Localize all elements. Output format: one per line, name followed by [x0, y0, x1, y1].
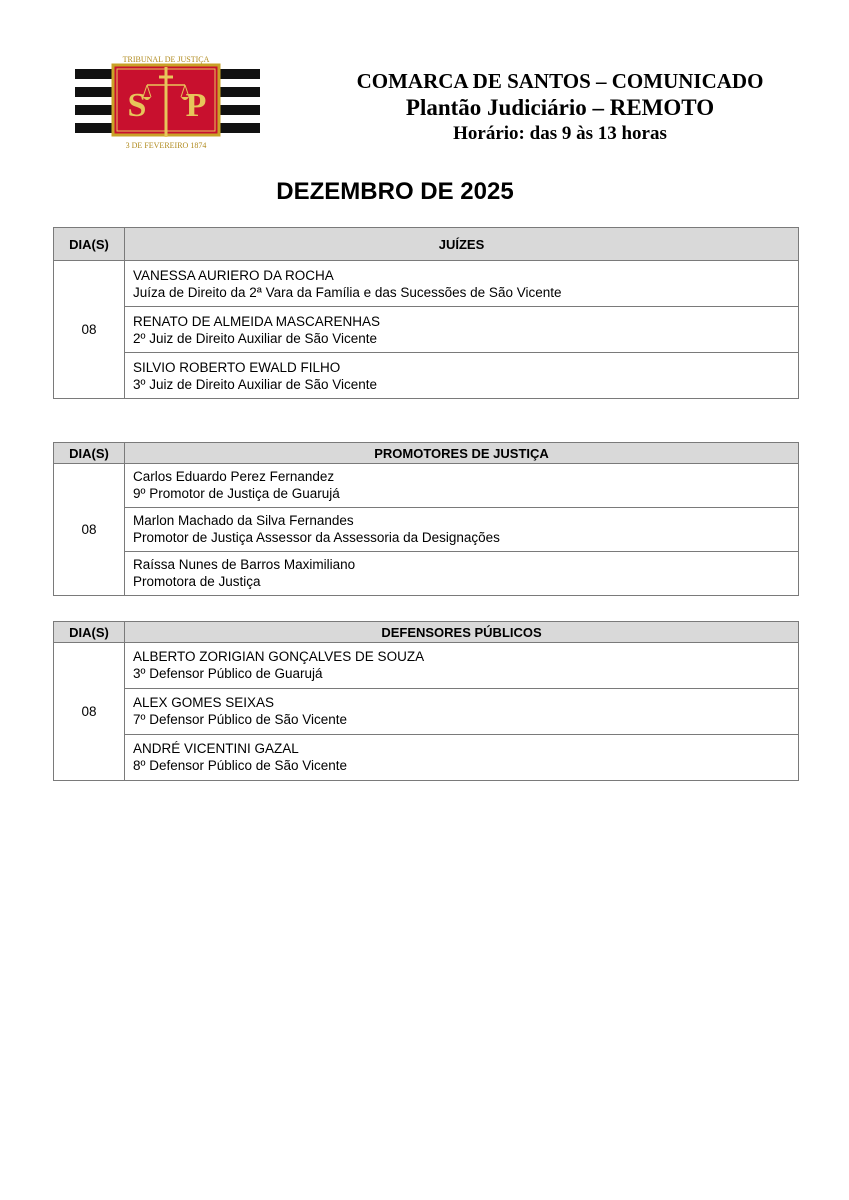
person-cell — [125, 464, 799, 508]
person-cell — [125, 508, 799, 552]
header-horario: Horário: das 9 às 13 horas — [453, 123, 667, 144]
person-name: ALEX GOMES SEIXAS — [133, 695, 275, 710]
column-header-days: DIA(S) — [54, 622, 125, 643]
person-cell — [125, 689, 799, 735]
person-cell — [125, 552, 799, 596]
table-row — [54, 353, 799, 399]
person-name: ALBERTO ZORIGIAN GONÇALVES DE SOUZA — [133, 649, 425, 664]
column-header-defenders: DEFENSORES PÚBLICOS — [125, 622, 799, 643]
person-name: VANESSA AURIERO DA ROCHA — [133, 268, 334, 283]
header-comarca: COMARCA DE SANTOS – COMUNICADO — [356, 69, 764, 93]
person-cell — [125, 643, 799, 689]
table-row — [54, 307, 799, 353]
person-role: Juíza de Direito da 2ª Vara da Família e das Sucessões de São Vicente — [133, 285, 562, 300]
person-cell — [125, 261, 799, 307]
tribunal-logo — [75, 53, 260, 153]
table-row — [54, 735, 799, 781]
person-name: SILVIO ROBERTO EWALD FILHO — [133, 360, 341, 375]
person-name: Raíssa Nunes de Barros Maximiliano — [133, 557, 356, 572]
table-header-row — [54, 443, 799, 464]
person-name: RENATO DE ALMEIDA MASCARENHAS — [133, 314, 381, 329]
column-header-days: DIA(S) — [54, 228, 125, 261]
person-role: Promotora de Justiça — [133, 574, 261, 589]
document-header — [300, 68, 820, 146]
column-header-prosecutors: PROMOTORES DE JUSTIÇA — [125, 443, 799, 464]
day-cell: 08 — [54, 261, 125, 399]
person-role: 7º Defensor Público de São Vicente — [133, 712, 348, 727]
logo-bottom-text: 3 DE FEVEREIRO 1874 — [125, 141, 207, 150]
header-plantao: Plantão Judiciário – REMOTO — [405, 95, 715, 120]
person-role: 8º Defensor Público de São Vicente — [133, 758, 348, 773]
day-cell: 08 — [54, 643, 125, 781]
person-name: Marlon Machado da Silva Fernandes — [133, 513, 354, 528]
person-name: Carlos Eduardo Perez Fernandez — [133, 469, 335, 484]
column-header-judges: JUÍZES — [125, 228, 799, 261]
table-header-row — [54, 622, 799, 643]
logo-letter-s: S — [127, 87, 147, 124]
person-role: Promotor de Justiça Assessor da Assessoria da Designações — [133, 530, 500, 545]
table-row — [54, 552, 799, 596]
person-role: 3º Juiz de Direito Auxiliar de São Vicente — [133, 377, 378, 392]
person-cell — [125, 735, 799, 781]
logo-top-text: TRIBUNAL DE JUSTIÇA — [122, 55, 210, 64]
defenders-table — [53, 621, 799, 781]
person-role: 9º Promotor de Justiça de Guarujá — [133, 486, 340, 501]
logo-letter-p: P — [185, 87, 207, 124]
table-row — [54, 508, 799, 552]
person-name: ANDRÉ VICENTINI GAZAL — [133, 741, 299, 756]
person-role: 2º Juiz de Direito Auxiliar de São Vicente — [133, 331, 378, 346]
column-header-days: DIA(S) — [54, 443, 125, 464]
table-row — [54, 643, 799, 689]
prosecutors-table — [53, 442, 799, 596]
table-row — [54, 261, 799, 307]
day-cell: 08 — [54, 464, 125, 596]
person-cell — [125, 307, 799, 353]
person-role: 3º Defensor Público de Guarujá — [133, 666, 323, 681]
month-title: DEZEMBRO DE 2025 — [276, 178, 514, 205]
judges-table — [53, 227, 799, 399]
table-row — [54, 689, 799, 735]
table-row — [54, 464, 799, 508]
table-header-row — [54, 228, 799, 261]
person-cell — [125, 353, 799, 399]
